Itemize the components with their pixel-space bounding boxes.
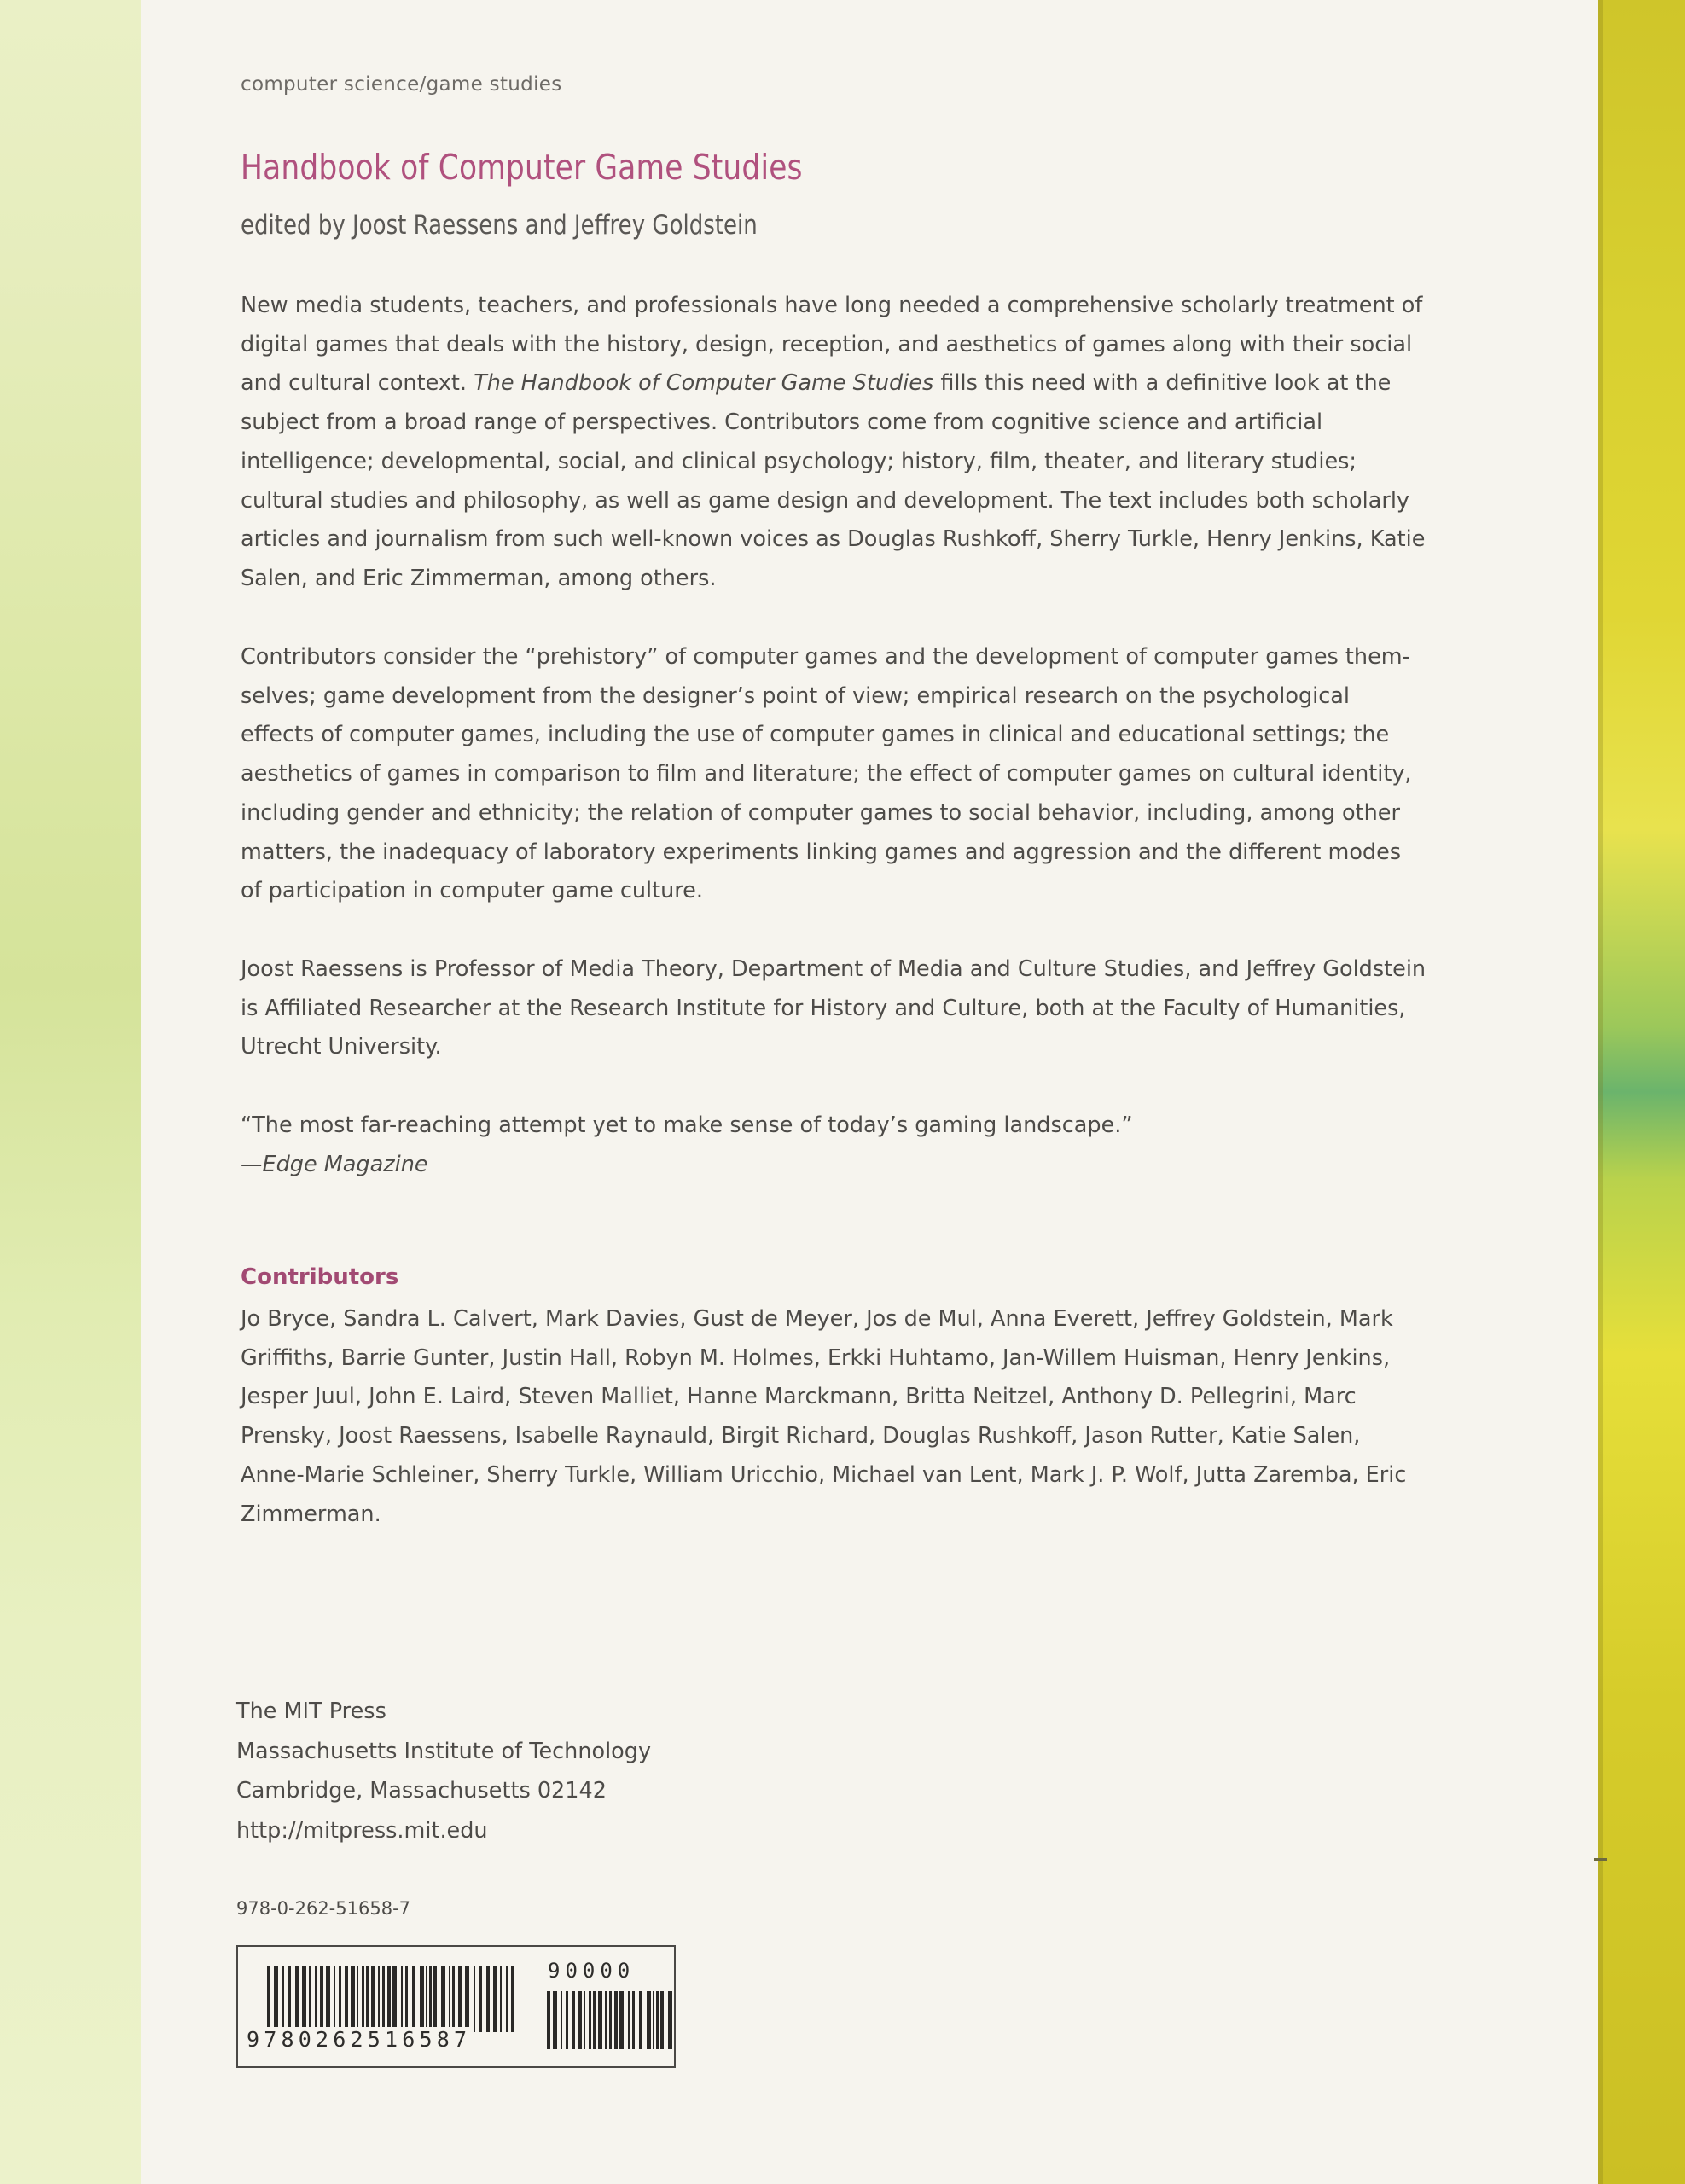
publisher-name: The MIT Press xyxy=(236,1699,386,1724)
editors-bio-paragraph: Joost Raessens is Professor of Media Theory, Department of Media and Culture Studies, and Jeffrey Goldstein is Affiliated Researcher at the Research Institute for History and Culture, both at the Faculty of Humanities, Utrecht University. xyxy=(241,956,1426,1060)
description-paragraph-2: Contributors consider the “prehistory” of computer games and the development of computer games themselves; game development from the designer’s point of view; empirical research on the psychological effects of computer games, including the use of computer games in clinical and educational settings; the aesthetics of games in comparison to film and literature; the effect of computer games on cultural identity, including gender and ethnicity; the relation of computer games to social behavior, including, among other matters, the inadequacy of laboratory experiments linking games and aggression and the different modes of participation in computer game culture. xyxy=(241,644,1412,904)
spine-tick-mark xyxy=(1594,1858,1607,1861)
barcode-bar xyxy=(572,1991,575,2049)
description-text: New media students, teachers, and professionals have long needed a comprehensive scholarly treatment of digital games that deals with the history, design, reception, and aesthetics of games along with their social and cultural context. xyxy=(241,293,1423,397)
barcode-bar xyxy=(506,1966,508,2032)
editors-line: edited by Joost Raessens and Jeffrey Goldstein xyxy=(241,210,758,241)
barcode-bar xyxy=(639,1991,642,2049)
barcode-bar xyxy=(584,1991,585,2049)
barcode-bar xyxy=(309,1966,311,2032)
barcode-bar xyxy=(387,1966,391,2032)
barcode-bar xyxy=(371,1966,375,2032)
barcode-bar xyxy=(656,1991,659,2049)
barcode-bar xyxy=(547,1991,550,2049)
barcode-bar xyxy=(598,1991,602,2049)
contributors-heading: Contributors xyxy=(241,1264,399,1290)
barcode-bar xyxy=(578,1991,582,2049)
barcode-bar xyxy=(668,1991,672,2049)
barcode-bar xyxy=(326,1966,330,2032)
barcode-bar xyxy=(378,1966,380,2032)
review-quote: “The most far-reaching attempt yet to make sense of today’s gaming landscape.” xyxy=(241,1112,1133,1138)
publisher-address: Cambridge, Massachusetts 02142 xyxy=(236,1778,607,1804)
barcode-bar xyxy=(609,1991,612,2049)
publisher-institution: Massachusetts Institute of Technology xyxy=(236,1738,652,1764)
barcode-bar xyxy=(302,1966,306,2032)
barcode-bar xyxy=(458,1966,462,2032)
barcode-bar xyxy=(511,1966,514,2032)
barcode-bar xyxy=(653,1991,654,2049)
description-text: fills this need with a definitive look at the subject from a broad range of perspectives. Contributors come from cognitive science and artificial intelligence; developmental, social, and clinical psychology; history, film, theater, and literary studies; cultural studies and philosophy, as well as game design and development. The text includes both scholarly articles and journalism from such well-known voices as Douglas Rushkoff, Sherry Turkle, Henry Jenkins, Katie Salen, and Eric Zimmerman, among others. xyxy=(241,370,1426,591)
barcode-bar xyxy=(474,1966,475,2032)
barcode-bar xyxy=(647,1991,651,2049)
barcode-bar xyxy=(351,1966,355,2032)
barcode-bar xyxy=(426,1966,427,2032)
barcode-bar xyxy=(660,1991,664,2049)
barcode-bar xyxy=(632,1991,635,2049)
isbn-number: 978-0-262-51658-7 xyxy=(236,1898,411,1919)
barcode-bar xyxy=(334,1966,335,2032)
barcode-bar xyxy=(429,1966,432,2032)
italic-book-title: The Handbook of Computer Game Studies xyxy=(474,370,934,397)
barcode-bar xyxy=(362,1966,364,2032)
barcode-bar xyxy=(382,1966,385,2032)
barcode-bar xyxy=(500,1966,502,2032)
cover-left-color-band xyxy=(0,0,141,2184)
contributors-list: Jo Bryce, Sandra L. Calvert, Mark Davies, Gust de Meyer, Jos de Mul, Anna Everett, Jeffrey Goldstein, Mark Griffiths, Barrie Gunter, Justin Hall, Robyn M. Holmes, Erkki Huhtamo, Jan-Willem Huisman, Henry Jenkins, Jesper Juul, John E. Laird, Steven Malliet, Hanne Marckmann, Britta Neitzel, Anthony D. Pellegrini, Marc Prensky, Joost Raessens, Isabelle Raynauld, Birgit Richard, Douglas Rushkoff, Jason Rutter, Katie Salen, Anne-Marie Schleiner, Sherry Turkle, William Uricchio, Michael van Lent, Mark J. P. Wolf, Jutta Zaremba, Eric Zimmerman. xyxy=(241,1306,1407,1527)
barcode-bar xyxy=(366,1966,369,2032)
barcode-bar xyxy=(412,1966,415,2032)
barcode-bar xyxy=(345,1966,348,2032)
spine-edge-shadow xyxy=(1598,0,1603,2184)
barcode-bar xyxy=(339,1966,341,2032)
barcode-bar xyxy=(493,1966,497,2032)
barcode-bar xyxy=(405,1966,408,2032)
spine-color-band xyxy=(1598,0,1685,2184)
barcode-bar xyxy=(589,1991,591,2049)
barcode-price-bars xyxy=(547,1991,672,2049)
barcode-bar xyxy=(288,1966,291,2032)
barcode-bar xyxy=(614,1991,618,2049)
barcode-bar xyxy=(566,1991,568,2049)
barcode-bar xyxy=(282,1966,284,2032)
barcode-bar xyxy=(479,1966,482,2032)
book-title: Handbook of Computer Game Studies xyxy=(241,147,803,188)
barcode-bar xyxy=(619,1991,624,2049)
barcode-bar xyxy=(295,1966,299,2032)
barcode-bar xyxy=(320,1966,323,2032)
publisher-url: http://mitpress.mit.edu xyxy=(236,1817,488,1844)
barcode-digits: 9780262516587 xyxy=(247,2027,472,2052)
barcode-bar xyxy=(628,1991,630,2049)
barcode-bar xyxy=(465,1966,469,2032)
barcode-bar xyxy=(315,1966,317,2032)
barcode-bar xyxy=(449,1966,450,2032)
isbn-barcode xyxy=(236,1945,676,2068)
barcode-bar xyxy=(441,1966,445,2032)
barcode-price-code: 90000 xyxy=(548,1959,636,1983)
barcode-bar xyxy=(561,1991,562,2049)
publisher-block xyxy=(236,1692,651,1850)
barcode-bar xyxy=(486,1966,490,2032)
barcode-bar xyxy=(553,1991,557,2049)
subject-category: computer science/game studies xyxy=(241,73,562,96)
barcode-bar xyxy=(392,1966,397,2032)
review-source: —Edge Magazine xyxy=(241,1152,428,1177)
barcode-bar xyxy=(420,1966,424,2032)
barcode-bar xyxy=(401,1966,403,2032)
barcode-bar xyxy=(605,1991,607,2049)
barcode-bar xyxy=(593,1991,596,2049)
description-paragraph-1 xyxy=(241,287,1426,599)
barcode-bar xyxy=(452,1966,455,2032)
